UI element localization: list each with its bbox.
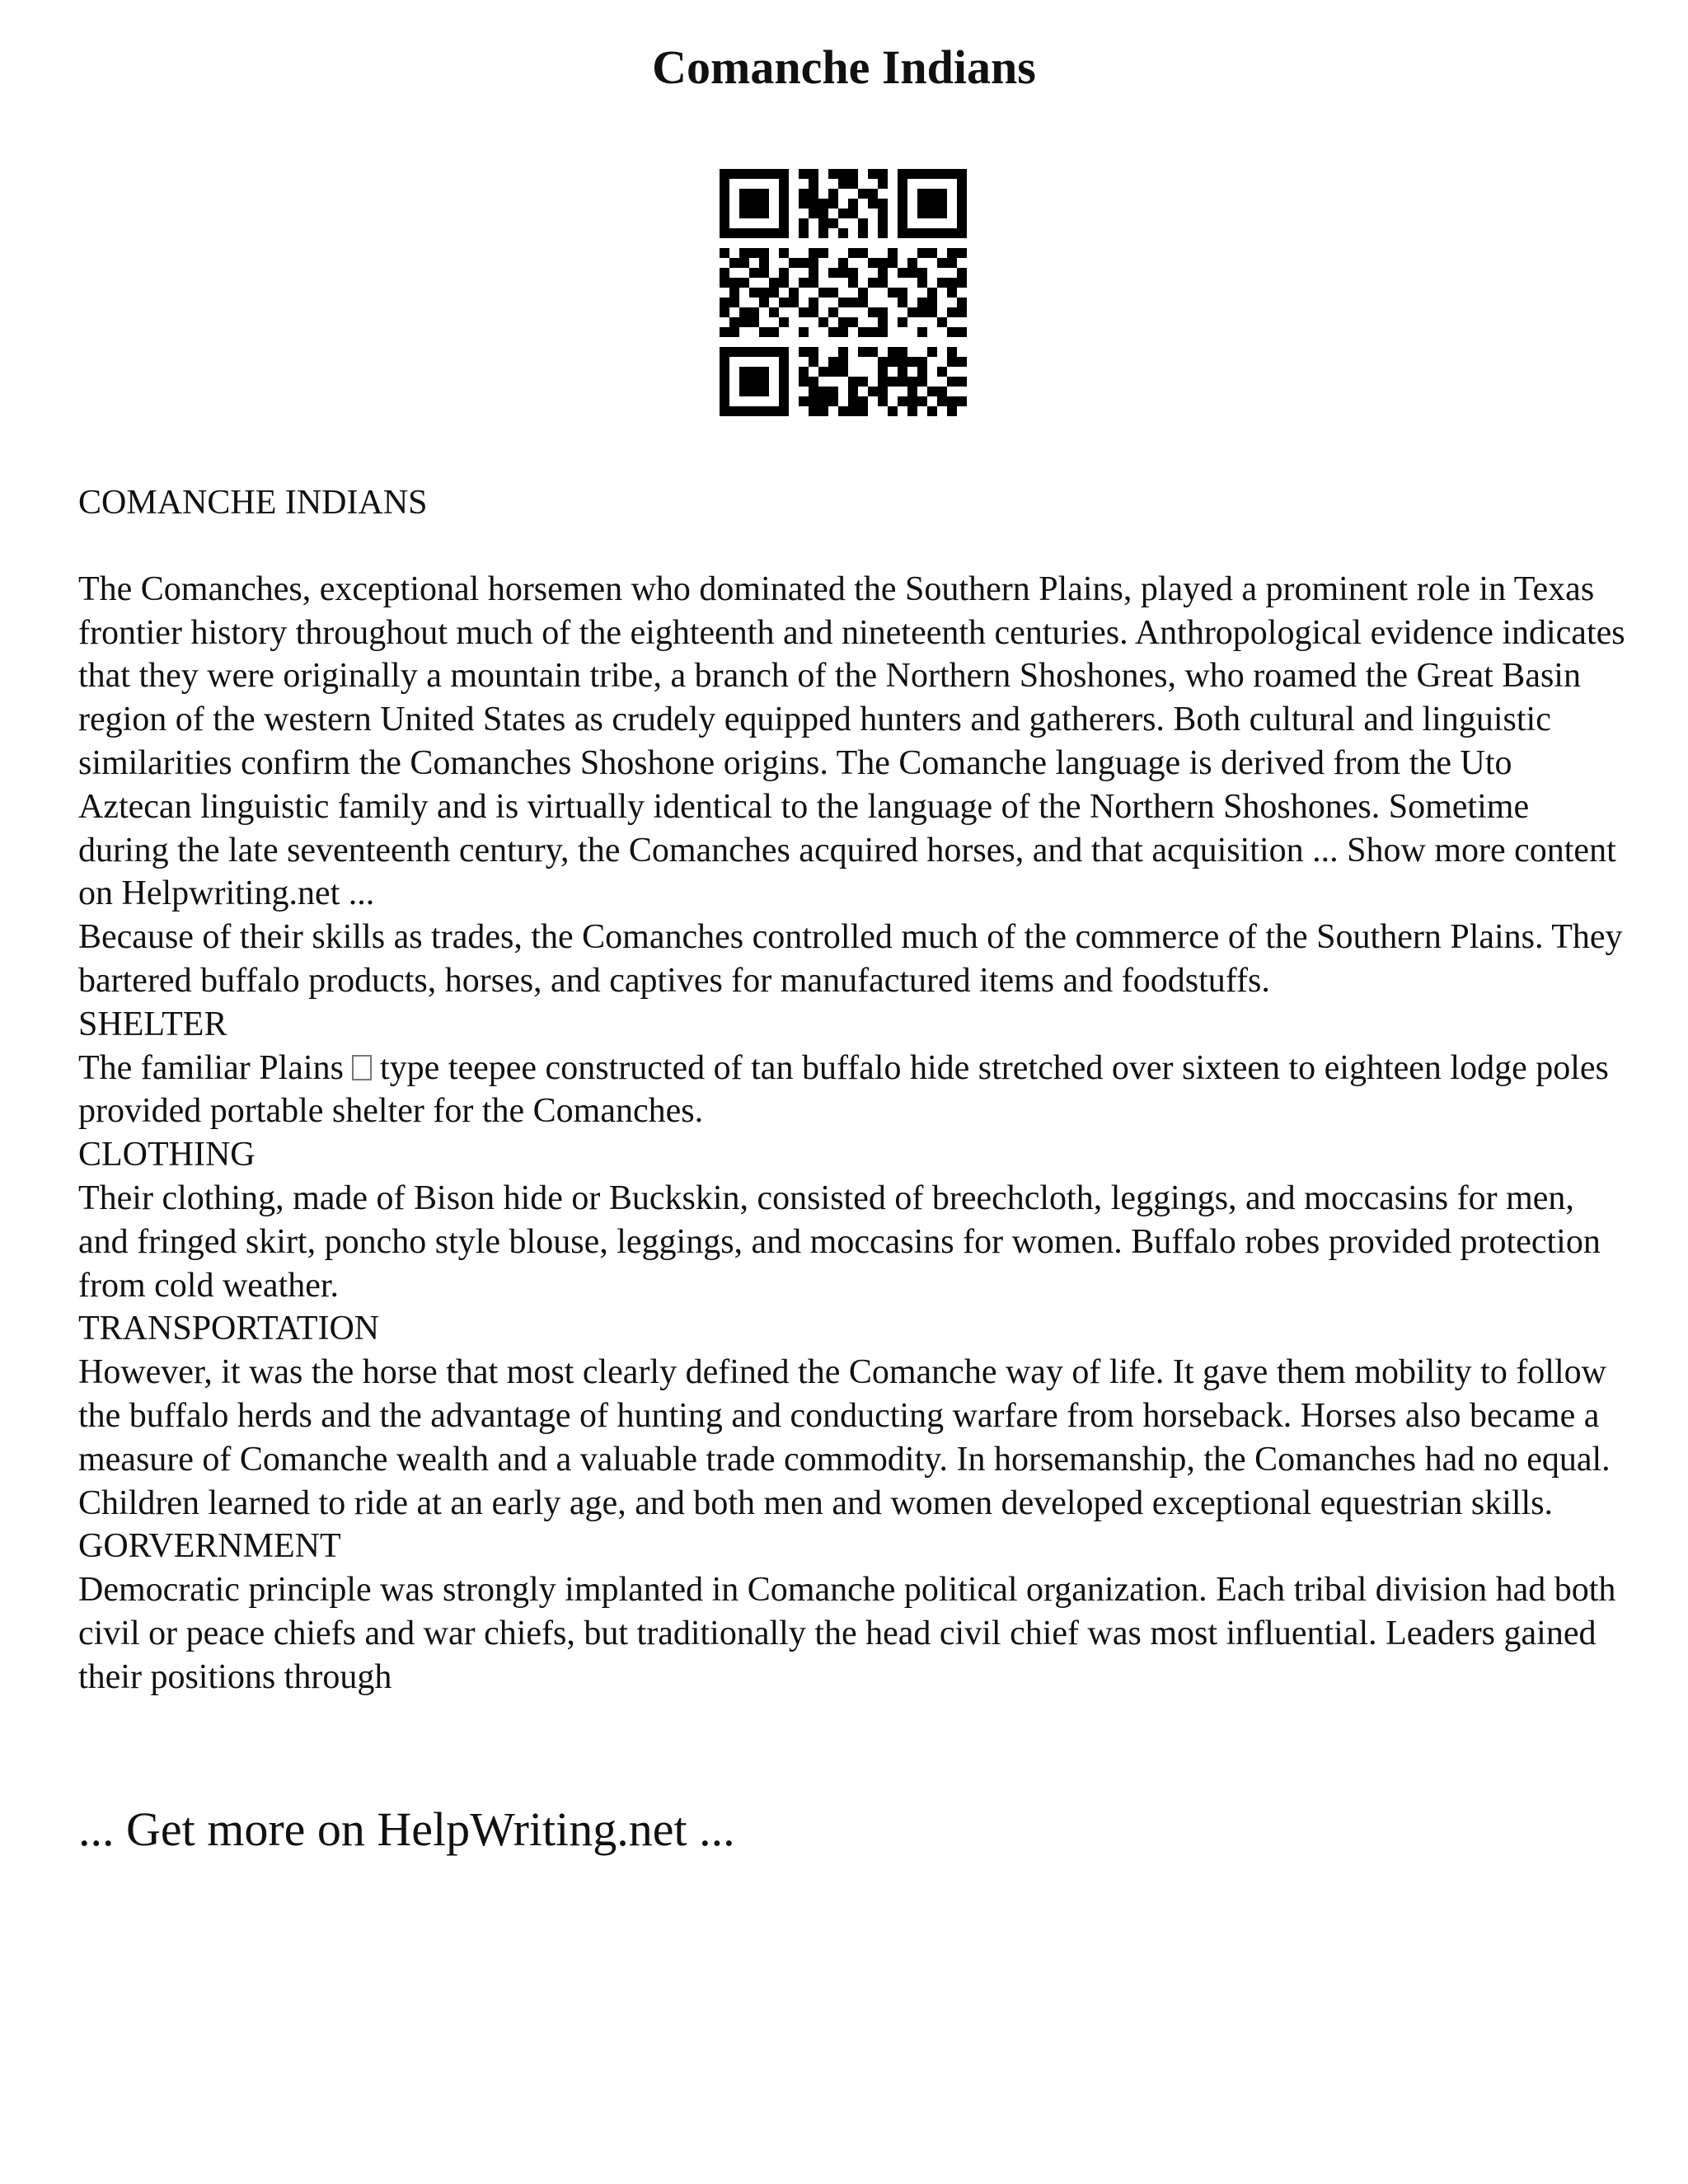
missing-glyph-box — [352, 1055, 371, 1080]
intro-paragraph: The Comanches, exceptional horsemen who dominated the Southern Plains, played a prominent role in Texas frontier history throughout much of the eighteenth and nineteenth centuries. Anthropological evidence indicates that they were originally a mountain tribe, a branch of the Northern Shoshones, who roamed the Great Basin region of the western United States as crudely equipped hunters and gatherers. Both cultural and linguistic similarities confirm the Comanches Shoshone origins. The Comanche language is derived from the Uto Aztecan linguistic family and is virtually identical to the language of the Northern Shoshones. Sometime during the late seventeenth century, the Comanches acquired horses, and that acquisition ... Show more content on Helpwriting.net ... — [78, 569, 1625, 913]
page-title: Comanche Indians — [652, 40, 1036, 94]
shelter-text-end: type teepee constructed of tan buffalo hide stretched over sixteen to eighteen lodge poles provided portable shelter for the Comanches. — [78, 1048, 1609, 1131]
clothing-heading: CLOTHING — [78, 1136, 256, 1174]
document-heading: COMANCHE INDIANS — [78, 484, 428, 522]
shelter-paragraph — [78, 1047, 1628, 1134]
document-body — [78, 481, 1628, 1699]
transportation-heading: TRANSPORTATION — [78, 1310, 380, 1348]
trade-paragraph: Because of their skills as trades, the Comanches controlled much of the commerce of the Southern Plains. They bartered buffalo products, horses, and captives for manufactured items and foodstuffs. — [78, 918, 1623, 1000]
clothing-paragraph: Their clothing, made of Bison hide or Buckskin, consisted of breechcloth, leggings, and moccasins for men, and fringed skirt, poncho style blouse, leggings, and moccasins for women. Buffalo robes provided protection from cold weather. — [78, 1179, 1601, 1305]
shelter-heading: SHELTER — [78, 1005, 227, 1043]
government-paragraph: Democratic principle was strongly implanted in Comanche political organization. Each tribal division had both civil or peace chiefs and war chiefs, but traditionally the head civil chief was most influential. Leaders gained their positions through — [78, 1571, 1616, 1696]
shelter-text-start: The familiar Plains — [78, 1048, 344, 1087]
government-heading: GORVERNMENT — [78, 1527, 341, 1566]
transportation-paragraph: However, it was the horse that most clearly defined the Comanche way of life. It gave them mobility to follow the buffalo herds and the advantage of hunting and conducting warfare from horseback. Horses also became a measure of Comanche wealth and a valuable trade commodity. In horsemanship, the Comanches had no equal. Children learned to ride at an early age, and both men and women developed exceptional equestrian skills. — [78, 1353, 1611, 1522]
get-more-link[interactable]: ... Get more on HelpWriting.net ... — [78, 1802, 735, 1856]
qr-code-icon — [720, 169, 967, 416]
